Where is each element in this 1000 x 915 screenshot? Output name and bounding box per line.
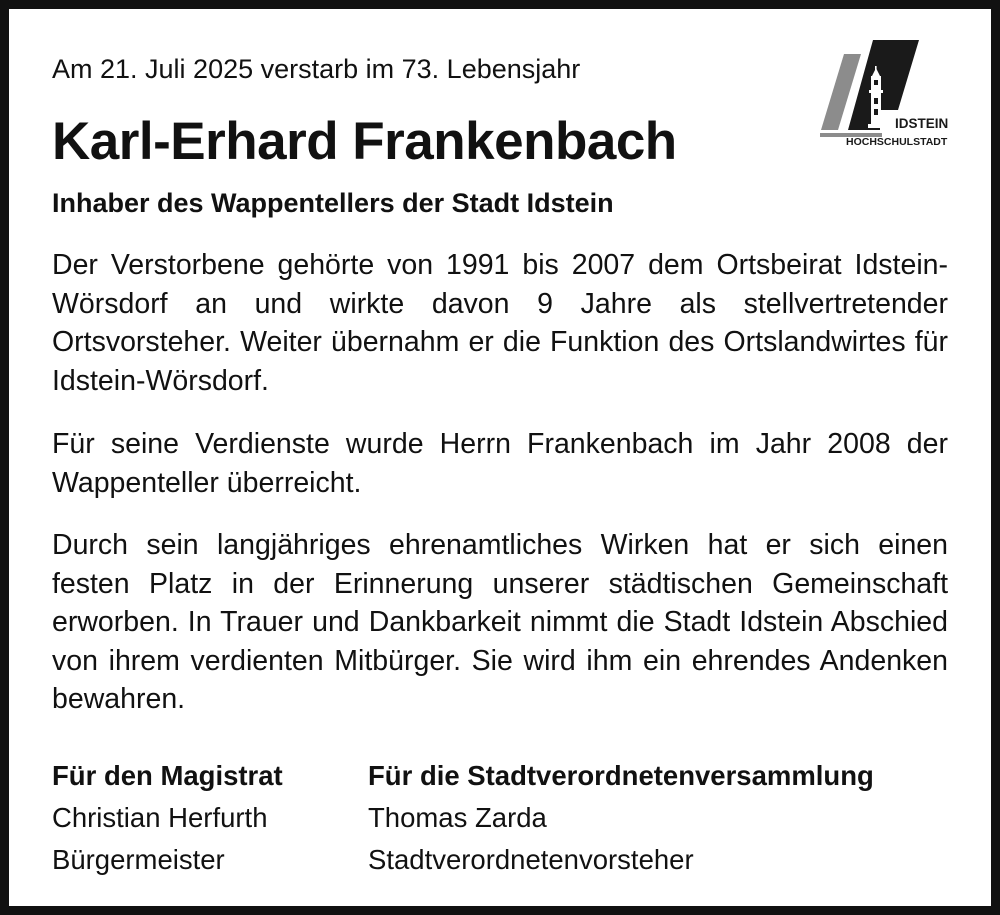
death-date-line: Am 21. Juli 2025 verstarb im 73. Lebensjahr xyxy=(52,54,581,84)
signatory-title: Bürgermeister xyxy=(52,844,225,875)
paragraph-career: Der Verstorbene gehörte von 1991 bis 2007 dem Ortsbeirat Idstein-Wörsdorf an und wirkte davon 9 Jahre als stellvertretender Ortsvorsteher. Weiter übernahm er die Funktion des Ortslandwirtes für Idstein-Wörsdorf. xyxy=(52,249,948,397)
signature-assembly xyxy=(368,755,874,881)
paragraph-award: Für seine Verdienste wurde Herrn Frankenbach im Jahr 2008 der Wappenteller überreicht. xyxy=(52,428,948,499)
deceased-name: Karl-Erhard Frankenbach xyxy=(52,112,677,171)
signature-magistrat xyxy=(52,755,283,881)
signatory-title: Stadtverordnetenvorsteher xyxy=(368,844,694,875)
paragraph-tribute: Durch sein langjähriges ehrenamtliches Wirken hat er sich einen festen Platz in der Erinnerung unserer städtischen Gemeinschaft erworben. In Trauer und Dankbarkeit nimmt die Stadt Idstein Abschied von ihrem verdienten Mitbürger. Sie wird ihm ein ehrendes Andenken bewahren. xyxy=(52,529,948,715)
signature-heading: Für die Stadtverordnetenversammlung xyxy=(368,760,874,791)
logo-city-text: IDSTEIN xyxy=(895,116,949,131)
honor-subtitle: Inhaber des Wappentellers der Stadt Idstein xyxy=(52,188,614,218)
idstein-tower-logo-icon xyxy=(818,38,963,150)
idstein-logo xyxy=(818,38,963,150)
signature-heading: Für den Magistrat xyxy=(52,760,283,791)
signatory-name: Christian Herfurth xyxy=(52,802,268,833)
signatory-name: Thomas Zarda xyxy=(368,802,547,833)
logo-tagline-text: HOCHSCHULSTADT xyxy=(846,136,948,148)
